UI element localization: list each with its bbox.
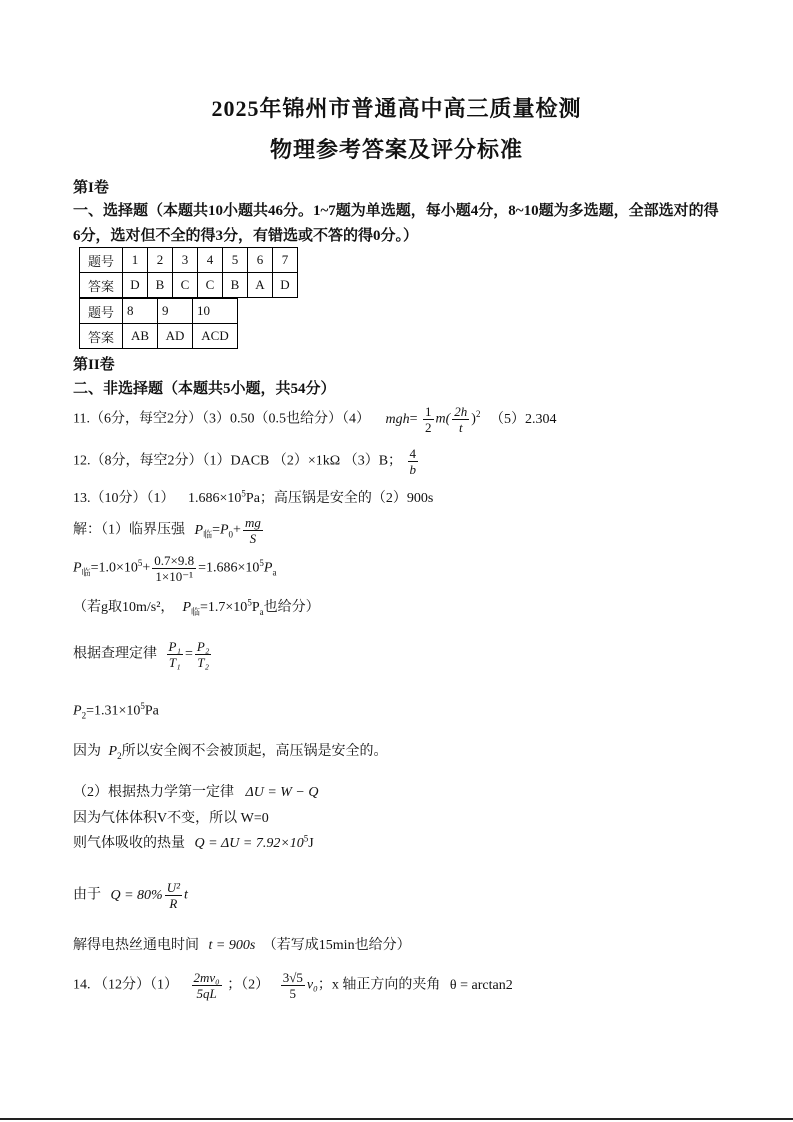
q12-fraction <box>408 446 419 477</box>
p2-sub: 2 <box>81 710 87 721</box>
calc-part-a: =1.0×10 <box>90 560 138 576</box>
mg-over-s-fraction <box>243 515 263 546</box>
table-cell: 6 <box>248 248 273 273</box>
q13-unit: Pa <box>245 491 260 506</box>
table-row-answers <box>80 273 298 298</box>
table-cell: AD <box>158 324 193 349</box>
plus: + <box>142 560 151 576</box>
p2-over-t2-fraction <box>195 639 211 670</box>
q14-suffix: ；x 轴正方向的夹角 <box>317 977 441 993</box>
exponent: 5 <box>303 833 309 844</box>
note-part-d: 也给分） <box>263 600 320 615</box>
solution-charles-law <box>73 639 213 670</box>
table-cell: 9 <box>158 299 193 324</box>
fraction-denominator: 1×10⁻¹ <box>155 569 193 584</box>
table-cell: ACD <box>193 324 238 349</box>
table-cell-header: 答案 <box>80 273 123 298</box>
table-cell: 10 <box>193 299 238 324</box>
q14-fraction-1 <box>192 970 222 1001</box>
exam-subtitle: 物理参考答案及评分标准 <box>269 137 523 162</box>
p2-sub: 2 <box>117 750 122 761</box>
table-row-questions <box>80 299 238 324</box>
table-cell: 8 <box>123 299 158 324</box>
fraction-denominator: R <box>169 896 178 911</box>
table-cell: A <box>248 273 273 298</box>
because-text: 所以安全阀不会被顶起，高压锅是安全的。 <box>121 744 388 759</box>
answer-q11 <box>73 404 556 435</box>
calc-fraction <box>152 553 196 584</box>
time-equation: t = 900s <box>208 938 256 953</box>
fraction-numerator: mg <box>244 515 261 530</box>
solution-safety-conclusion <box>73 740 388 761</box>
time-note: （若写成15min也给分） <box>262 938 411 953</box>
exponent: 5 <box>140 701 145 711</box>
p2-value: =1.31×10 <box>86 703 141 719</box>
note-part-b: =1.7×10 <box>200 600 248 615</box>
heat-label: 则气体吸收的热量 <box>73 836 185 851</box>
volume-1-heading: 第I卷 <box>73 180 109 196</box>
solution-label: 解：（1）临界压强 <box>73 522 185 538</box>
p-zero-sub: 0 <box>228 529 234 540</box>
fraction-denominator: 2 <box>425 420 432 435</box>
q11-prefix: 11.（6分，每空2分）（3）0.50（0.5也给分）（4） <box>73 411 370 427</box>
p-critical-sub: 临 <box>191 606 201 617</box>
fraction-numerator: 4 <box>409 446 417 461</box>
q11-formula-left: mgh <box>385 411 410 427</box>
fraction-denominator: T₂ <box>197 655 209 670</box>
efficiency-equation: Q = 80% <box>110 887 163 903</box>
unit-sub: a <box>272 567 277 578</box>
q13-exponent: 5 <box>241 488 246 499</box>
q14-mid: ；（2） <box>227 977 270 993</box>
unit-p: P <box>251 600 260 615</box>
q14-prefix: 14. （12分）（1） <box>73 977 178 993</box>
q12-prefix: 12.（8分，每空2分）（1）DACB （2）×1kΩ （3）B； <box>73 453 403 469</box>
p1-over-t1-fraction <box>167 639 183 670</box>
p-critical-sub: 临 <box>203 529 213 540</box>
q13-value: 1.686×10 <box>188 491 242 506</box>
q11-half-fraction <box>423 404 434 435</box>
because-label: 因为 <box>73 744 101 759</box>
solution-critical-pressure <box>73 515 265 546</box>
fraction-numerator: P₂ <box>196 639 210 654</box>
table-cell-header: 题号 <box>80 248 123 273</box>
heat-unit: J <box>308 836 314 851</box>
solution-efficiency <box>73 880 188 911</box>
exam-title: 2025年锦州市普通高中高三质量检测 <box>211 96 582 121</box>
exponent: 5 <box>259 558 264 569</box>
answer-q14 <box>73 970 513 1001</box>
table-cell: B <box>148 273 173 298</box>
table-cell: 2 <box>148 248 173 273</box>
fraction-denominator: t <box>458 420 463 435</box>
fraction-numerator: P₁ <box>168 639 181 654</box>
fraction-numerator: 2h <box>454 404 468 419</box>
table-cell: D <box>273 273 298 298</box>
part2-label: （2）根据热力学第一定律 <box>73 785 234 800</box>
section-1-instructions: 一、选择题（本题共10小题共46分。1~7题为单选题，每小题4分，8~10题为多选题，全部选对的得6分，选对但不全的得3分，有错选或不答的得0分。） <box>73 203 719 244</box>
q11-velocity-fraction <box>452 404 469 435</box>
table-cell: C <box>198 273 223 298</box>
fraction-denominator: S <box>249 531 257 546</box>
table-cell: B <box>223 273 248 298</box>
solution-p2-value <box>73 701 159 720</box>
solution-constant-volume: 因为气体体积V不变，所以 W=0 <box>73 811 269 826</box>
q14-fraction-2 <box>281 970 305 1001</box>
answer-q13 <box>73 487 433 507</box>
unit-sub: a <box>259 606 264 617</box>
exponent: 5 <box>137 558 143 569</box>
fraction-numerator: 2mv₀ <box>193 970 220 985</box>
solution-time <box>73 934 411 954</box>
table-cell: 7 <box>273 248 298 273</box>
page-bottom-rule <box>0 1118 793 1120</box>
solution-note-g10 <box>73 596 320 618</box>
fraction-denominator: b <box>409 462 417 477</box>
q13-prefix: 13.（10分）（1） <box>73 491 175 506</box>
p-critical: P <box>73 560 82 576</box>
unit-p: P <box>263 560 273 576</box>
note-part-a: （若g取10m/s²， <box>73 600 175 615</box>
heat-equation: Q = ΔU = 7.92×10 <box>194 836 304 851</box>
calc-part-b: =1.686×10 <box>198 560 260 576</box>
q13-suffix: ；高压锅是安全的（2）900s <box>259 491 434 506</box>
q11-mass: m( <box>435 411 451 427</box>
q11-suffix: （5）2.304 <box>489 411 557 427</box>
q11-square: 2 <box>475 409 481 420</box>
p2-unit: Pa <box>144 703 159 719</box>
due-label: 由于 <box>73 887 101 903</box>
table-cell: 1 <box>123 248 148 273</box>
solution-pressure-calc <box>73 553 276 584</box>
q11-close: ) <box>471 411 476 427</box>
p2-symbol: P <box>73 703 82 719</box>
p2-symbol: P <box>108 744 118 759</box>
fraction-denominator: 5 <box>289 986 296 1001</box>
fraction-numerator: 0.7×9.8 <box>154 553 195 568</box>
law-label: 根据查理定律 <box>73 646 157 662</box>
table-cell: 4 <box>198 248 223 273</box>
fraction-numerator: 3√5 <box>282 970 303 985</box>
equals: = <box>184 646 193 662</box>
table-cell: C <box>173 273 198 298</box>
answer-table-2 <box>79 298 238 349</box>
u2-over-r-fraction <box>165 880 182 911</box>
time-label: 解得电热丝通电时间 <box>73 938 199 953</box>
q11-equals: = <box>409 411 418 427</box>
fraction-numerator: 1 <box>425 404 432 419</box>
equals: = <box>212 522 220 538</box>
table-cell: 3 <box>173 248 198 273</box>
table-cell: D <box>123 273 148 298</box>
fraction-denominator: T₁ <box>168 655 181 670</box>
time-symbol: t <box>184 887 188 903</box>
section-2-heading: 二、非选择题（本题共5小题，共54分） <box>73 381 336 397</box>
p-critical: P <box>182 600 191 615</box>
fraction-denominator: 5qL <box>196 986 217 1001</box>
table-cell: 5 <box>223 248 248 273</box>
p-zero: P <box>219 522 229 538</box>
answer-q12 <box>73 446 420 477</box>
fraction-numerator: U² <box>166 880 181 895</box>
q14-v0: v₀ <box>306 977 318 993</box>
plus: + <box>233 522 241 538</box>
first-law-equation: ΔU = W − Q <box>245 785 319 800</box>
exponent: 5 <box>247 597 252 608</box>
table-cell-header: 题号 <box>80 299 123 324</box>
solution-first-law <box>73 781 319 801</box>
table-cell-header: 答案 <box>80 324 123 349</box>
table-cell: AB <box>123 324 158 349</box>
table-row-answers <box>80 324 238 349</box>
solution-heat-absorbed <box>73 832 314 852</box>
answer-table-1 <box>79 247 298 298</box>
volume-2-heading: 第II卷 <box>73 357 115 373</box>
q14-theta: θ = arctan2 <box>449 977 513 993</box>
table-row-questions <box>80 248 298 273</box>
p-critical: P <box>194 522 204 538</box>
p-critical-sub: 临 <box>81 567 91 578</box>
